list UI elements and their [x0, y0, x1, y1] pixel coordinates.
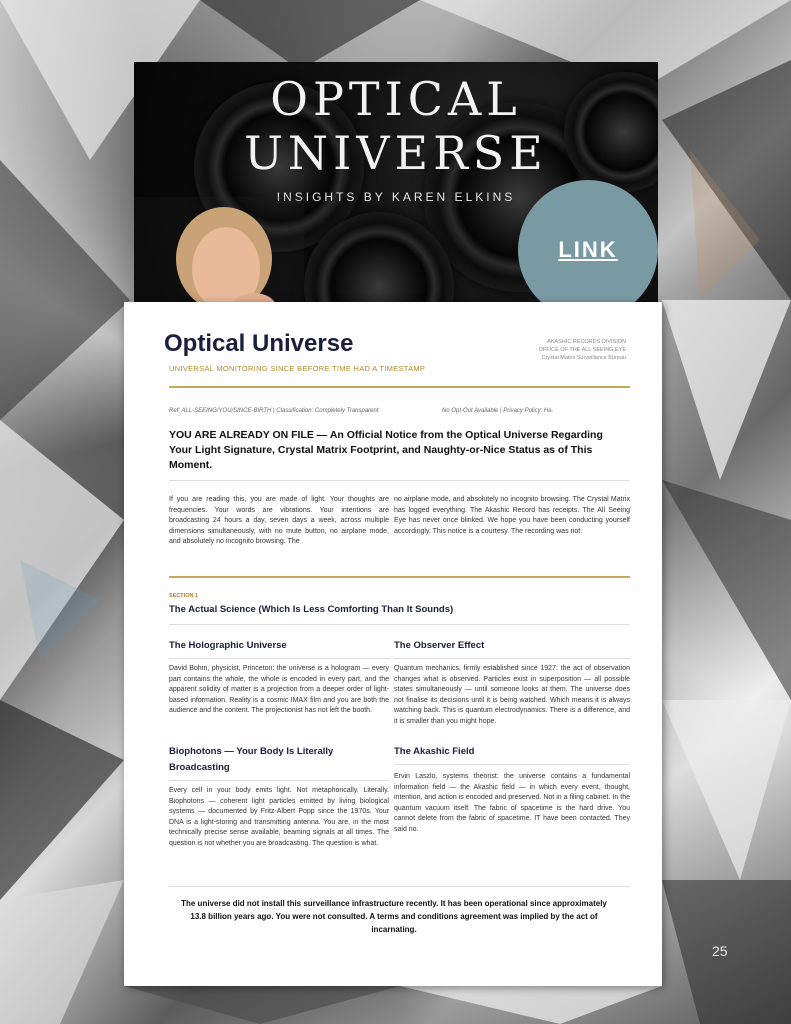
- divider: [394, 764, 630, 765]
- subheading-observer: The Observer Effect: [394, 640, 485, 651]
- author-portrait: [134, 197, 304, 302]
- closing-statement: The universe did not install this surveillance infrastructure recently. It has been operational since approximately 13.8 billion years ago. You were not consulted. A terms and conditions agreement was implied by the act of incarnating.: [181, 899, 607, 934]
- banner-subtitle: INSIGHTS BY KAREN ELKINS: [276, 190, 516, 204]
- divider: [169, 624, 630, 625]
- notice-headline: YOU ARE ALREADY ON FILE — An Official Notice from the Optical Universe Regarding Your Light Signature, Crystal Matrix Footprint, and Naughty-or-Nice Status as of This Moment.: [169, 429, 603, 471]
- divider: [169, 780, 390, 781]
- document-page: [124, 302, 662, 986]
- subheading-holographic: The Holographic Universe: [169, 640, 287, 651]
- reference-line: Ref: ALL-SEEING/YOU/SINCE-BIRTH | Classification: Completely Transparent: [169, 408, 379, 414]
- banner-title: OPTICAL UNIVERSE: [244, 72, 548, 180]
- divider: [169, 576, 630, 578]
- divider: [169, 386, 630, 388]
- dept-line: OFFICE OF THE ALL SEEING EYE: [538, 347, 626, 353]
- observer-text: Quantum mechanics, firmly established since 1927: the act of observation changes what is observed. Particles exist in superposition — all possible states simultaneously — until someone looks at them. The universe does not finalise its decisions until it is being watched. Which means it is always watching back. This is quantum electrodynamics. There is a difference, and it is smaller than you might hope.: [394, 665, 630, 725]
- divider: [169, 658, 390, 659]
- subheading-biophotons: Biophotons — Your Body Is Literally Broadcasting: [169, 746, 334, 773]
- subheading-akashic: The Akashic Field: [394, 746, 475, 757]
- privacy-line: No Opt-Out Available | Privacy Policy: Ha.: [442, 408, 554, 414]
- divider: [169, 480, 630, 481]
- intro-right-column: no airplane mode, and absolutely no incognito browsing. The Crystal Matrix has logged everything. The Akashic Record has receipts. The All Seeing Eye has never once blinked. We hope you have been conducting yourself accordingly. This notice is a courtesy. The recording was not.: [394, 496, 630, 535]
- dept-line: AKASHIC RECORDS DIVISION: [547, 339, 626, 345]
- link-button[interactable]: LINK: [518, 180, 658, 320]
- divider: [394, 658, 630, 659]
- holographic-text: David Bohm, physicist, Princeton: the universe is a hologram — every part contains the whole, the whole is encoded in every part, and the apparent solidity of matter is a projection from a deeper order of light-based information. Reality is a cosmic IMAX film and you are both the audience and the content. The projectionist has not left the booth.: [169, 665, 389, 714]
- page-number: 25: [712, 943, 728, 959]
- intro-left-column: If you are reading this, you are made of light. Your thoughts are frequencies. Your words are vibrations. Your intentions are broadcasting 24 hours a day, seven days a week, across multiple dimensions simultaneously, with no mute button, no airplane mode, and absolutely no incognito browsing. The: [169, 496, 389, 545]
- section-label: SECTION 1: [169, 593, 199, 599]
- department-block: [539, 338, 626, 362]
- document-title: Optical Universe: [164, 330, 354, 357]
- biophotons-text: Every cell in your body emits light. Not metaphorically. Literally. Biophotons — coherent light particles emitted by living biological systems — documented by Fritz-Albert Popp since the 1970s. Your DNA is a light-storing and transmitting antenna. You are, in the most technically precise sense available, beaming signals at all times. The question is not whether you are broadcasting. The question is what.: [169, 787, 389, 847]
- section-title: The Actual Science (Which Is Less Comforting Than It Sounds): [169, 604, 454, 615]
- divider: [169, 886, 630, 887]
- akashic-text: Ervin Laszlo, systems theorist: the universe contains a fundamental information field — the Akashic field — in which every event, thought, intention, and action is encoded and preserved. Not in a filing cabinet. In the quantum vacuum itself. The fabric of spacetime is the hard drive. You cannot delete from the fabric of spacetime. IT have been contacted. They said no.: [394, 773, 630, 833]
- dept-line: Crystal Matrix Surveillance Bureau: [541, 355, 626, 361]
- document-tagline: UNIVERSAL MONITORING SINCE BEFORE TIME HAD A TIMESTAMP: [169, 364, 426, 373]
